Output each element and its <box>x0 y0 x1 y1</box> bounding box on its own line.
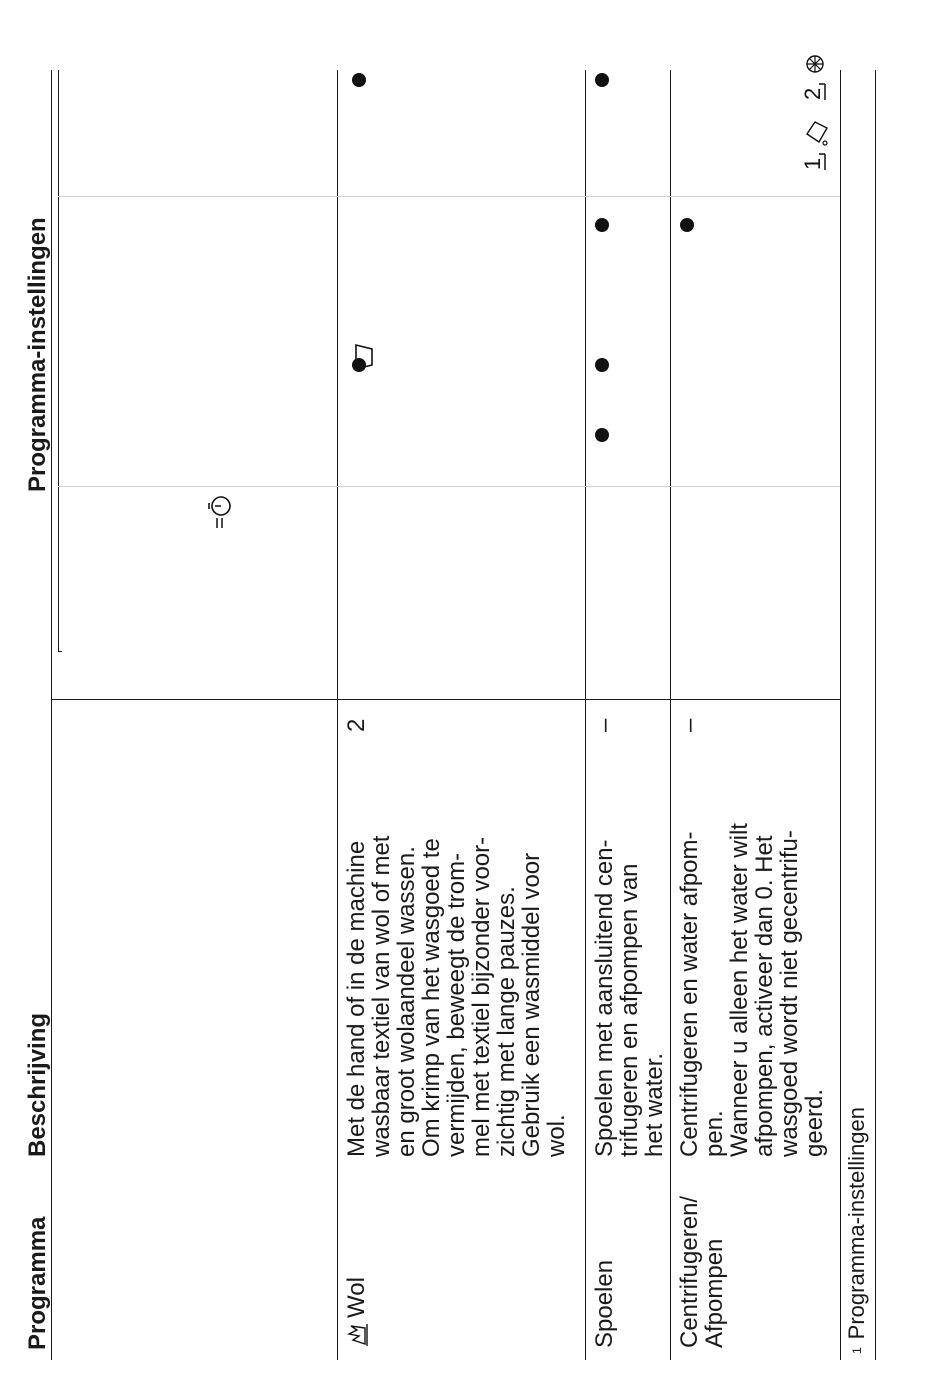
spin-2-mark: 2 <box>800 87 825 100</box>
header-settings: Programma-instellingen <box>24 217 51 492</box>
settings-col-line-2 <box>58 196 840 197</box>
header-program: Programma <box>24 1216 51 1350</box>
description-centrifugeren: Centrifugeren en water afpom- pen. Wanneer u alleen het water wilt afpompen, activeer dan 0. Het wasgoed wordt niet gecentrifu- geerd. <box>676 823 828 1157</box>
value-wol: 2 <box>343 718 370 732</box>
footnote <box>845 1107 869 1354</box>
spin-2-icon <box>795 42 835 102</box>
settings-col-line-1 <box>58 486 840 487</box>
header-description: Beschrijving <box>24 1012 51 1157</box>
footnote-mark: 1 <box>850 1347 864 1354</box>
program-centrifugeren: Centrifugeren/ Afpompen <box>676 1195 728 1348</box>
dot-centrifugeren-rinse <box>680 218 694 232</box>
dot-spoelen-prewash <box>595 358 609 372</box>
dot-spoelen-timer <box>595 428 609 442</box>
rule-header-bottom <box>337 70 338 1360</box>
footnote-text: Programma-instellingen <box>844 1106 869 1340</box>
description-spoelen: Spoelen met aansluitend cen- trifugeren en afpompen van het water. <box>591 839 668 1157</box>
value-centrifugeren: – <box>676 718 703 732</box>
dot-wol-prewash <box>352 358 366 372</box>
rule-footnote-top <box>840 70 841 1360</box>
settings-subheader-divider <box>58 651 62 652</box>
program-wol: Wol <box>343 1277 370 1318</box>
description-wol: Met de hand of in de machine wasbaar textiel van wol of met en groot wolaandeel wassen. Om krimp van het wasgoed te vermijden, beweegt de trom- mel met textiel bijzonder voor- zichtig met lange pauzes. Gebruik een wasmiddel voor wol. <box>343 835 570 1157</box>
timer-quick-icon <box>205 490 235 530</box>
dot-wol-spin <box>352 73 366 87</box>
program-spoelen: Spoelen <box>591 1259 618 1348</box>
dot-spoelen-rinse <box>595 218 609 232</box>
value-spoelen: – <box>591 718 618 732</box>
col-divider-settings <box>51 699 840 700</box>
rule-bottom <box>875 70 876 1360</box>
wool-hand-icon <box>343 1322 369 1348</box>
stain-1-mark: 1 <box>800 157 825 170</box>
rule-row-1 <box>585 70 586 1360</box>
rule-row-2 <box>670 70 671 1360</box>
dot-spoelen-spin <box>595 73 609 87</box>
settings-header-underline <box>58 70 59 652</box>
stain-1-icon <box>795 112 835 172</box>
